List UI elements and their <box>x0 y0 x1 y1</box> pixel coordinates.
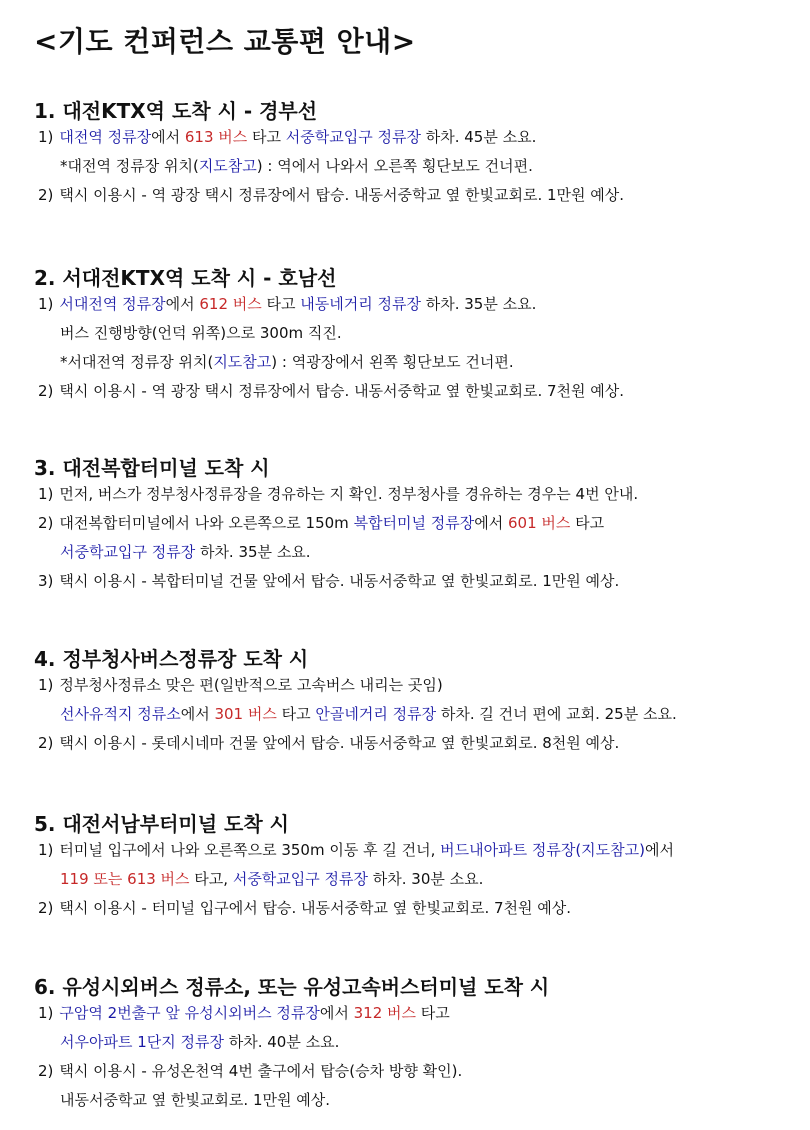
instruction-text: 타고 <box>570 514 605 532</box>
bus-number: 612 버스 <box>199 295 262 313</box>
instruction-line <box>60 1090 330 1110</box>
item-number: 1) <box>38 841 54 859</box>
place-name: 서중학교입구 정류장 <box>232 870 369 888</box>
instruction-line <box>38 840 674 860</box>
item-number: 1) <box>38 1004 54 1022</box>
section-heading: 4. 정부청사버스정류장 도착 시 <box>34 647 309 671</box>
place-name: 지도참고 <box>198 157 257 175</box>
item-number: 1) <box>38 295 54 313</box>
instruction-line <box>38 1003 450 1023</box>
instruction-text: 에서 <box>151 128 185 146</box>
instruction-text: *서대전역 정류장 위치( <box>60 353 214 371</box>
instruction-text: 하차. 35분 소요. <box>195 543 311 561</box>
instruction-text: 택시 이용시 - 역 광장 택시 정류장에서 탑승. 내동서중학교 옆 한빛교회로. 1만원 예상. <box>59 186 625 204</box>
instruction-line <box>38 294 536 314</box>
instruction-line <box>38 675 443 695</box>
instruction-line <box>38 733 619 753</box>
instruction-line <box>38 484 638 504</box>
instruction-line <box>60 323 342 343</box>
instruction-text: 택시 이용시 - 복합터미널 건물 앞에서 탑승. 내동서중학교 옆 한빛교회로. 1만원 예상. <box>59 572 620 590</box>
instruction-line <box>38 513 604 533</box>
place-name: 복합터미널 정류장 <box>353 514 475 532</box>
instruction-line <box>60 352 514 372</box>
item-number: 3) <box>38 572 54 590</box>
instruction-line <box>38 127 536 147</box>
instruction-line <box>60 1032 339 1052</box>
instruction-text: 택시 이용시 - 역 광장 택시 정류장에서 탑승. 내동서중학교 옆 한빛교회로. 7천원 예상. <box>59 382 625 400</box>
place-name: 서대전역 정류장 <box>59 295 166 313</box>
item-number: 2) <box>38 734 54 752</box>
place-name: 내동네거리 정류장 <box>300 295 421 313</box>
place-name: 선사유적지 정류소 <box>60 705 181 723</box>
place-name: 안골네거리 정류장 <box>315 705 437 723</box>
instruction-text: 에서 <box>180 705 215 723</box>
instruction-text: 터미널 입구에서 나와 오른쪽으로 350m 이동 후 길 건너, <box>59 841 441 859</box>
place-name: 지도참고 <box>213 353 272 371</box>
instruction-line <box>60 704 677 724</box>
instruction-text: 타고 <box>276 705 316 723</box>
section-heading: 3. 대전복합터미널 도착 시 <box>34 456 270 480</box>
instruction-line <box>60 156 533 176</box>
instruction-text: *대전역 정류장 위치( <box>60 157 199 175</box>
instruction-line <box>60 542 311 562</box>
instruction-text: 에서 <box>319 1004 354 1022</box>
instruction-text: 하차. 길 건너 편에 교회. 25분 소요. <box>436 705 677 723</box>
instruction-text: 에서 <box>474 514 509 532</box>
place-name: 구암역 2번출구 앞 유성시외버스 정류장 <box>59 1004 320 1022</box>
instruction-text: 타고 <box>247 128 286 146</box>
instruction-text: 내동서중학교 옆 한빛교회로. 1만원 예상. <box>60 1091 330 1109</box>
instruction-text: 대전복합터미널에서 나와 오른쪽으로 150m <box>59 514 354 532</box>
instruction-text: 택시 이용시 - 유성온천역 4번 출구에서 탑승(승차 방향 확인). <box>59 1062 463 1080</box>
item-number: 1) <box>38 676 54 694</box>
bus-number: 601 버스 <box>508 514 571 532</box>
instruction-text: 하차. 35분 소요. <box>420 295 537 313</box>
bus-number: 312 버스 <box>353 1004 417 1022</box>
place-name: 서중학교입구 정류장 <box>285 128 421 146</box>
instruction-line <box>38 185 624 205</box>
instruction-line <box>38 381 624 401</box>
instruction-text: 하차. 45분 소요. <box>420 128 537 146</box>
bus-number: 613 버스 <box>184 128 248 146</box>
instruction-text: ) : 역에서 나와서 오른쪽 횡단보도 건너편. <box>256 157 533 175</box>
instruction-text: 먼저, 버스가 정부청사정류장을 경유하는 지 확인. 정부청사를 경유하는 경우는 4번 안내. <box>59 485 639 503</box>
instruction-line <box>38 571 619 591</box>
item-number: 1) <box>38 485 54 503</box>
item-number: 2) <box>38 382 54 400</box>
section-heading: 5. 대전서남부터미널 도착 시 <box>34 812 289 836</box>
instruction-line <box>38 898 571 918</box>
instruction-text: 타고 <box>261 295 301 313</box>
instruction-text: 타고 <box>416 1004 450 1022</box>
instruction-text: ) : 역광장에서 왼쪽 횡단보도 건너편. <box>271 353 514 371</box>
item-number: 2) <box>38 899 54 917</box>
instruction-text: 택시 이용시 - 터미널 입구에서 탑승. 내동서중학교 옆 한빛교회로. 7천원 예상. <box>59 899 572 917</box>
place-name: 서중학교입구 정류장 <box>60 543 196 561</box>
section-heading: 1. 대전KTX역 도착 시 - 경부선 <box>34 99 318 123</box>
section-heading: 2. 서대전KTX역 도착 시 - 호남선 <box>34 266 337 290</box>
instruction-text: 택시 이용시 - 롯데시네마 건물 앞에서 탑승. 내동서중학교 옆 한빛교회로. 8천원 예상. <box>59 734 620 752</box>
bus-number: 301 버스 <box>214 705 277 723</box>
section-heading: 6. 유성시외버스 정류소, 또는 유성고속버스터미널 도착 시 <box>34 975 550 999</box>
page-title: <기도 컨퍼런스 교통편 안내> <box>34 25 416 58</box>
instruction-line <box>38 1061 462 1081</box>
instruction-text: 하차. 40분 소요. <box>223 1033 340 1051</box>
instruction-text: 에서 <box>644 841 674 859</box>
bus-number: 119 또는 613 버스 <box>60 870 190 888</box>
instruction-text: 타고, <box>189 870 233 888</box>
instruction-text: 하차. 30분 소요. <box>368 870 484 888</box>
instruction-text: 버스 진행방향(언덕 위쪽)으로 300m 직진. <box>60 324 342 342</box>
place-name: 버드내아파트 정류장(지도참고) <box>440 841 645 859</box>
instruction-text: 정부청사정류소 맞은 편(일반적으로 고속버스 내리는 곳임) <box>59 676 443 694</box>
item-number: 1) <box>38 128 54 146</box>
item-number: 2) <box>38 186 54 204</box>
place-name: 대전역 정류장 <box>59 128 152 146</box>
instruction-line <box>60 869 483 889</box>
place-name: 서우아파트 1단지 정류장 <box>60 1033 224 1051</box>
item-number: 2) <box>38 1062 54 1080</box>
item-number: 2) <box>38 514 54 532</box>
instruction-text: 에서 <box>165 295 200 313</box>
